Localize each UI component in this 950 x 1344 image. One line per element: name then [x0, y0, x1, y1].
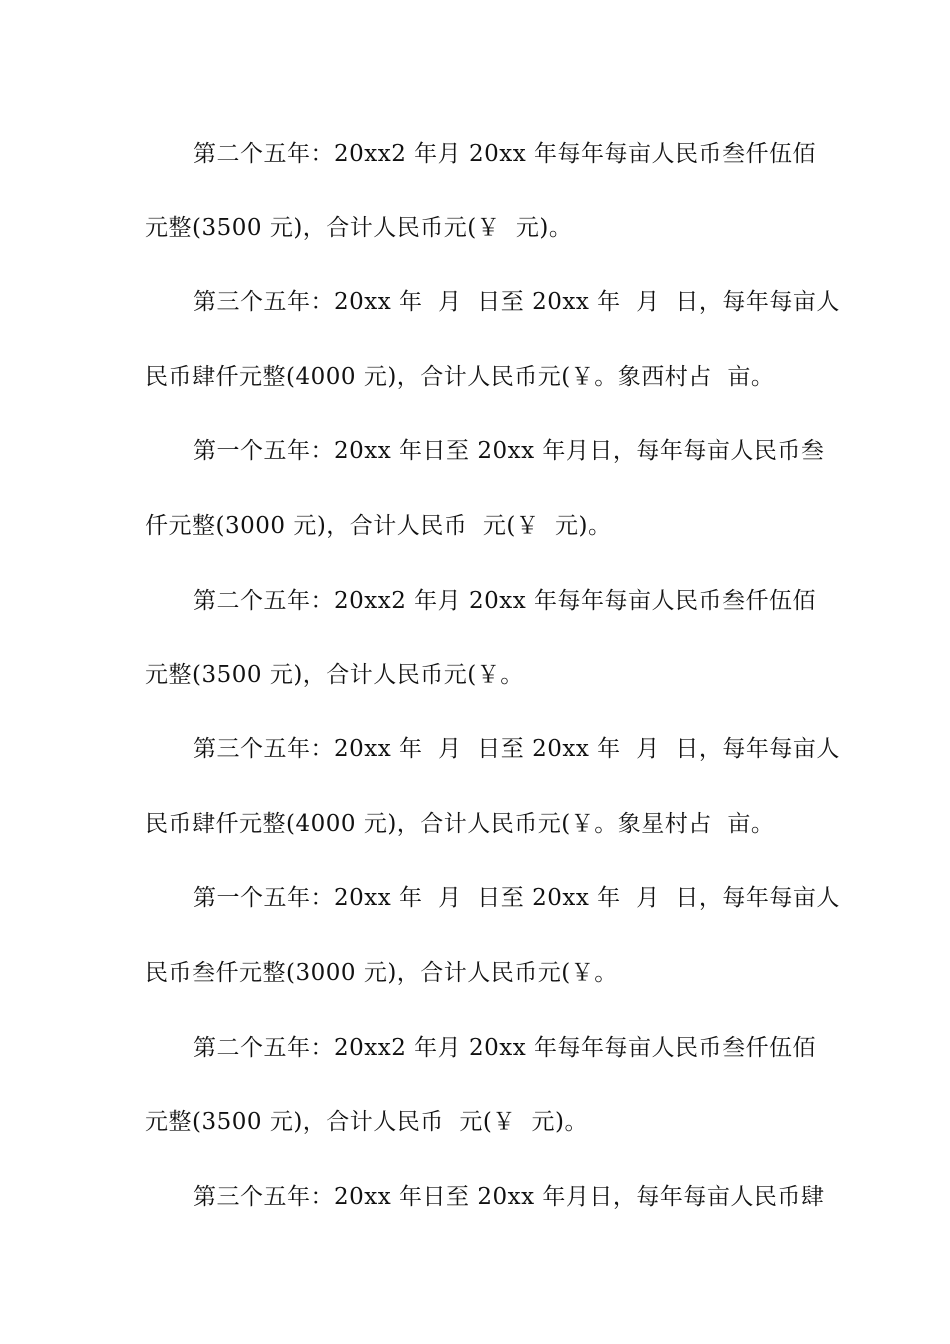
paragraph-line: 第二个五年：20xx2 年月 20xx 年每年每亩人民币叁仟伍佰 [193, 588, 816, 614]
paragraph-line: 民币肆仟元整(4000 元)，合计人民币元(￥。象西村占 亩。 [145, 364, 775, 390]
paragraph-line: 元整(3500 元)，合计人民币元(￥ 元)。 [145, 215, 573, 241]
paragraph-line: 第三个五年：20xx 年 月 日至 20xx 年 月 日，每年每亩人 [193, 289, 840, 315]
paragraph-line: 第一个五年：20xx 年日至 20xx 年月日，每年每亩人民币叁 [193, 438, 825, 464]
paragraph-line: 元整(3500 元)，合计人民币 元(￥ 元)。 [145, 1109, 588, 1135]
paragraph-line: 仟元整(3000 元)，合计人民币 元(￥ 元)。 [145, 513, 612, 539]
paragraph-line: 民币叁仟元整(3000 元)，合计人民币元(￥。 [145, 960, 618, 986]
paragraph-line: 第二个五年：20xx2 年月 20xx 年每年每亩人民币叁仟伍佰 [193, 1035, 816, 1061]
paragraph-line: 民币肆仟元整(4000 元)，合计人民币元(￥。象星村占 亩。 [145, 811, 775, 837]
paragraph-line: 第三个五年：20xx 年日至 20xx 年月日，每年每亩人民币肆 [193, 1184, 825, 1210]
paragraph-line: 第二个五年：20xx2 年月 20xx 年每年每亩人民币叁仟伍佰 [193, 141, 816, 167]
paragraph-line: 元整(3500 元)，合计人民币元(￥。 [145, 662, 524, 688]
paragraph-line: 第一个五年：20xx 年 月 日至 20xx 年 月 日，每年每亩人 [193, 885, 840, 911]
paragraph-line: 第三个五年：20xx 年 月 日至 20xx 年 月 日，每年每亩人 [193, 736, 840, 762]
